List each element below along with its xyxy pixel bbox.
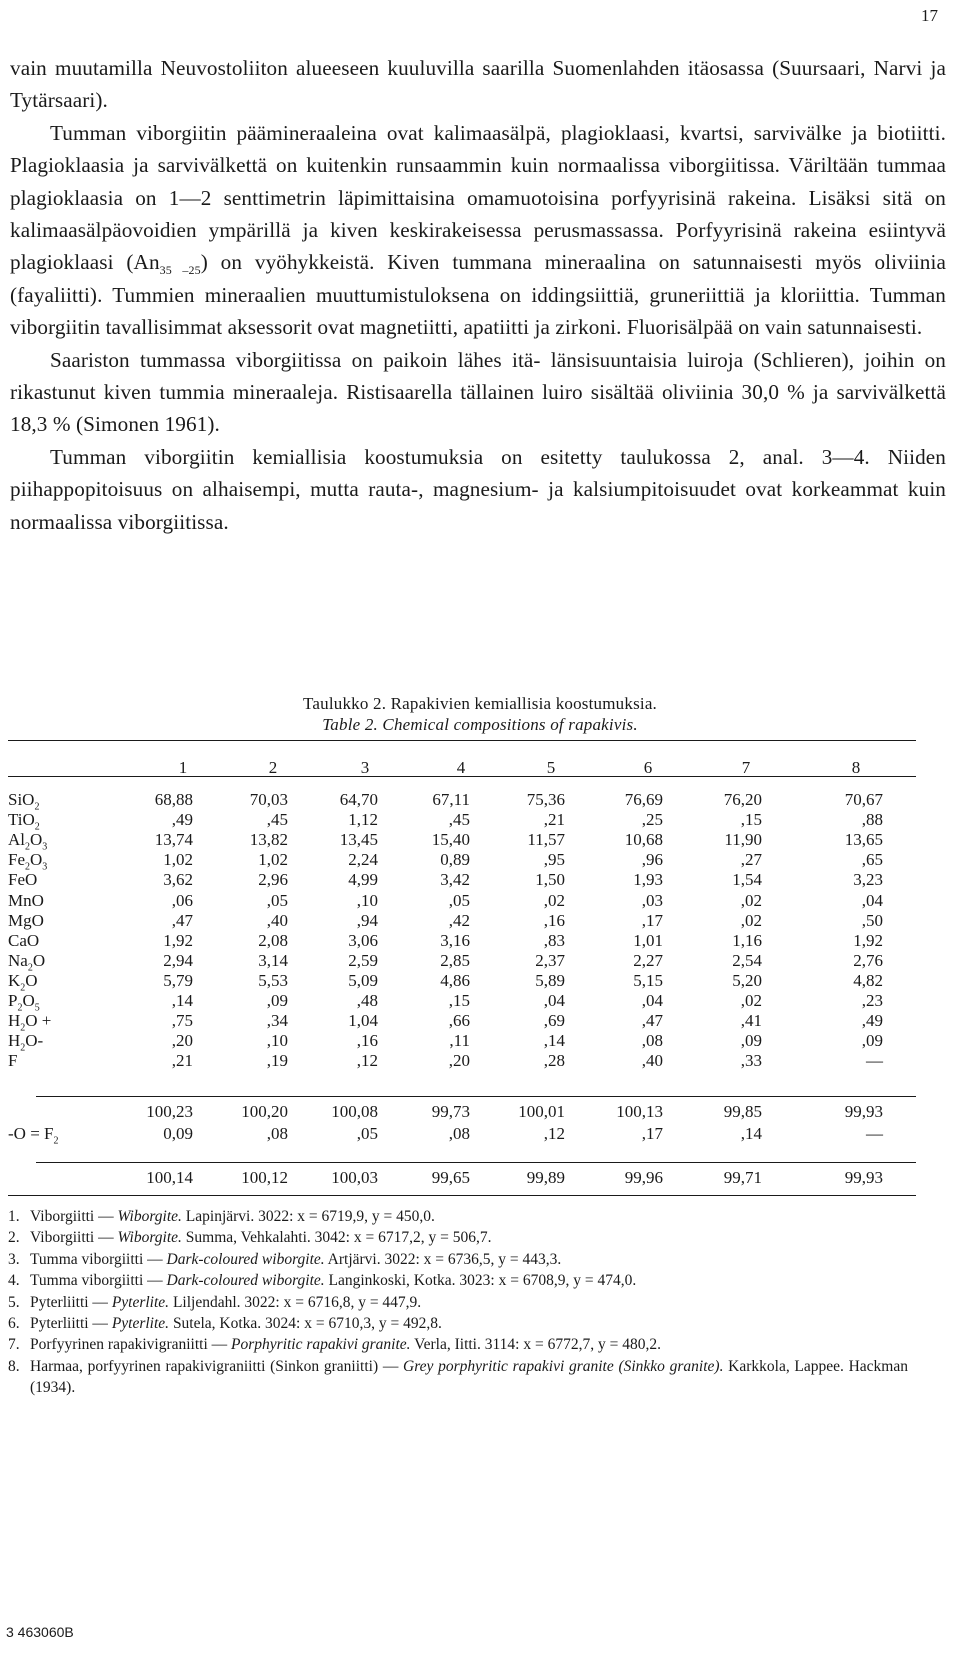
table-row (8, 790, 916, 813)
table-cell: ,02 (740, 890, 762, 910)
table-cell: ,04 (641, 991, 663, 1010)
paragraph-2-rest: ) on vyöhykkeistä. Kiven tummana mineraalina on satunnaisesti myös oliviinia (fayaliitti). Tummien mineraalien muuttumistuloksena on iddingsiittiä, gruneriittiä ja kloriittia. Tumman viborgiitin tavallisimmat aksessorit ovat magnetiitti, apatiitti ja zirkoni. Fluorisälpää on vain satunnaisesti. (10, 250, 946, 340)
table-cell: ,34 (266, 1011, 288, 1031)
note-finnish-name: Tumma viborgiitti — (30, 1250, 167, 1268)
table-cell: 2,59 (348, 950, 378, 970)
table-cell: ,47 (641, 1011, 663, 1031)
row-label-base: MgO (8, 910, 44, 930)
row-label-base: TiO (8, 810, 35, 830)
table-cell: 67,11 (432, 790, 470, 809)
table-cell: ,48 (356, 991, 378, 1010)
note-english-name: Pyterlite. (111, 1315, 170, 1333)
column-header: 4 (456, 758, 466, 777)
row-label (8, 1031, 44, 1054)
table-top-rule (8, 740, 916, 741)
column-header: 3 (360, 758, 370, 777)
table-row (8, 830, 916, 853)
table-cell: ,49 (861, 1011, 883, 1031)
row-label-suffix: O + (25, 1011, 52, 1031)
table-total-rule (36, 1162, 916, 1163)
column-header: 8 (851, 758, 861, 777)
table-cell: 76,20 (723, 790, 762, 809)
note-number: 6. (8, 1315, 20, 1333)
note-number: 5. (8, 1293, 20, 1311)
table-cell: ,47 (171, 910, 193, 930)
o-f-cell: ,08 (448, 1124, 470, 1143)
note-english-name: Pyterlite. (111, 1293, 170, 1311)
table-cell: 68,88 (154, 790, 193, 809)
table-cell: ,45 (266, 810, 288, 830)
table-cell: 2,94 (163, 950, 193, 970)
table-cell: ,20 (171, 1031, 193, 1051)
row-label-subscript: 2 (20, 1042, 26, 1054)
note-finnish-name: Viborgiitti — (30, 1229, 118, 1247)
row-label (8, 810, 40, 833)
row-label-suffix: O (32, 950, 46, 970)
table-cell: ,09 (861, 1031, 883, 1051)
table-cell: ,09 (266, 991, 288, 1010)
table-cell: ,95 (543, 850, 565, 870)
table-row (8, 810, 916, 833)
row-label-base: Fe (8, 850, 25, 870)
o-f-cell: ,12 (543, 1124, 565, 1143)
row-label (8, 1011, 52, 1034)
column-header: 2 (268, 758, 278, 777)
row-label-base: Al (8, 830, 25, 850)
table-cell: ,12 (356, 1051, 378, 1071)
row-label (8, 931, 39, 951)
table-cell: ,02 (543, 890, 565, 910)
table-cell: 5,79 (163, 970, 193, 990)
table-cell: ,17 (641, 910, 663, 930)
row-label (8, 891, 44, 911)
table-cell: ,45 (448, 810, 470, 830)
note-number: 1. (8, 1208, 20, 1225)
table-cell: 1,92 (853, 930, 883, 950)
note-number: 3. (8, 1250, 20, 1268)
table-cell: 0,89 (440, 850, 470, 870)
o-f-label-subscript: 2 (53, 1135, 59, 1147)
row-label-subscript: 2 (25, 841, 30, 853)
note-location: Sutela, Kotka. 3024: x = 6710,3, y = 492,8. (169, 1315, 442, 1333)
table-cell: 1,50 (535, 870, 565, 890)
table-cell: ,15 (740, 810, 762, 830)
note-english-name: Grey porphyritic rapakivi granite (Sinkko granite). (403, 1357, 724, 1375)
table-o-f-row (8, 1124, 916, 1147)
note-location: Lapinjärvi. 3022: x = 6719,9, y = 450,0. (181, 1208, 435, 1225)
table-cell: 3,14 (258, 950, 288, 970)
table-cell: ,40 (641, 1051, 663, 1071)
row-label-subscript: 3 (42, 841, 48, 853)
table-cell: 2,85 (440, 950, 470, 970)
anorthite-subscript: 35 –25 (159, 263, 201, 278)
table-cell: 1,01 (633, 930, 663, 950)
sum-cell: 99,73 (431, 1102, 470, 1121)
note-location: Verla, Iitti. 3114: x = 6772,7, y = 480,2. (410, 1336, 661, 1354)
table-caption-finnish: Taulukko 2. Rapakivien kemiallisia koostumuksia. (302, 694, 658, 713)
table-cell: 1,54 (732, 870, 762, 890)
table-cell: ,94 (356, 910, 378, 930)
row-label-base: SiO (8, 790, 35, 809)
sum-cell: 99,85 (723, 1102, 762, 1121)
table-cell: 5,09 (348, 970, 378, 990)
sum-cell: 99,93 (844, 1102, 883, 1121)
o-f-cell: ,14 (740, 1124, 762, 1143)
table-header-row (8, 758, 916, 778)
table-cell: 2,24 (348, 850, 378, 870)
row-label (8, 911, 44, 931)
table-note (8, 1206, 908, 1227)
total-cell: 99,96 (624, 1168, 663, 1187)
note-finnish-name: Tumma viborgiitti — (30, 1272, 167, 1290)
table-cell: 70,67 (844, 790, 883, 809)
table-cell: 13,82 (249, 830, 288, 850)
paragraph-3: Saariston tummassa viborgiitissa on paikoin lähes itä- länsisuuntaisia luiroja (Schlieren), joihin on rikastunut kiven tummia mineraaleja. Ristisaarella tällainen luiro sisältää oliviinia 30,0 % ja sarvivälkettä 18,3 % (Simonen 1961). (10, 347, 946, 437)
row-label-subscript: 2 (27, 962, 33, 974)
table-end-rule (8, 1195, 916, 1196)
table-row (8, 870, 916, 890)
table-cell: ,23 (861, 991, 883, 1010)
row-label-subscript: 2 (34, 821, 40, 833)
row-label-base: P (8, 991, 18, 1010)
table-cell: ,05 (448, 890, 470, 910)
total-cell: 99,93 (844, 1168, 883, 1187)
note-finnish-name: Harmaa, porfyyrinen rapakivigraniitti (Sinkon graniitti) — (30, 1357, 404, 1375)
note-finnish-name: Pyterliitti — (30, 1315, 112, 1333)
o-f-cell: ,17 (641, 1124, 663, 1143)
note-english-name: Dark-coloured wiborgite. (166, 1272, 325, 1290)
o-f-cell: 0,09 (163, 1124, 193, 1143)
row-label (8, 950, 46, 974)
table-cell: ,42 (448, 910, 470, 930)
table-row (8, 1031, 916, 1054)
table-cell: 1,16 (732, 930, 762, 950)
row-label-base: F (8, 1051, 18, 1071)
table-cell: ,04 (543, 991, 565, 1010)
table-note (8, 1356, 908, 1399)
row-label-suffix: O (30, 830, 43, 850)
table-cell: ,06 (171, 890, 193, 910)
note-number: 8. (8, 1357, 20, 1375)
column-header: 5 (546, 758, 556, 777)
table-cell: 3,42 (440, 870, 470, 890)
table-cell: 13,74 (154, 830, 193, 850)
note-number: 2. (8, 1229, 20, 1247)
table-notes (8, 1206, 908, 1399)
table-total-row (8, 1168, 916, 1188)
table-cell: ,41 (740, 1011, 762, 1031)
table-cell: 13,45 (339, 830, 378, 850)
table-cell: 2,76 (853, 950, 883, 970)
table-cell: 2,08 (258, 930, 288, 950)
paragraph-4: Tumman viborgiitin kemiallisia koostumuksia on esitetty taulukossa 2, anal. 3—4. Niiden piihappopitoisuus on alhaisempi, mutta rauta-, magnesium- ja kalsiumpitoisuudet ovat korkeammat kuin normaalissa viborgiitissa. (10, 444, 946, 534)
total-cell: 100,12 (241, 1168, 288, 1187)
table-cell: 1,04 (348, 1011, 378, 1031)
row-label-base: H (8, 1031, 21, 1051)
row-label-suffix: O- (25, 1031, 44, 1051)
note-finnish-name: Porfyyrinen rapakivigraniitti — (30, 1336, 232, 1354)
table-cell: 11,90 (724, 830, 762, 850)
table-cell: 1,02 (258, 850, 288, 870)
row-label-subscript: 3 (42, 861, 48, 873)
table-cell: 4,86 (440, 970, 470, 990)
table-cell: 3,16 (440, 930, 470, 950)
row-label-subscript: 5 (34, 1002, 40, 1014)
row-label (8, 970, 38, 994)
table-cell: ,08 (641, 1031, 663, 1051)
table-cell: 1,12 (348, 810, 378, 830)
table-row (8, 850, 916, 873)
table-cell: 5,53 (258, 970, 288, 990)
table-cell: ,16 (356, 1031, 378, 1051)
table-note (8, 1227, 908, 1248)
paragraph-2 (10, 117, 946, 344)
table-cell: 2,96 (258, 870, 288, 890)
table-cell: 3,23 (853, 870, 883, 890)
table-cell: 1,93 (633, 870, 663, 890)
note-english-name: Wiborgite. (117, 1229, 182, 1247)
o-f-cell: ,08 (266, 1124, 288, 1143)
note-english-name: Porphyritic rapakivi granite. (231, 1336, 411, 1354)
table-cell: ,02 (740, 910, 762, 930)
row-label (8, 991, 40, 1014)
table-cell: 5,20 (732, 970, 762, 990)
table-cell: ,20 (448, 1051, 470, 1071)
total-cell: 100,14 (146, 1168, 193, 1187)
table-cell: ,14 (171, 991, 193, 1010)
table-cell: ,04 (861, 890, 883, 910)
table-note (8, 1313, 908, 1334)
table-cell: 64,70 (339, 790, 378, 809)
table-cell: ,09 (740, 1031, 762, 1051)
row-label-subscript: 2 (20, 1022, 26, 1034)
table-row (8, 931, 916, 951)
note-finnish-name: Viborgiitti — (30, 1208, 118, 1225)
table-cell: 2,54 (732, 950, 762, 970)
note-english-name: Dark-coloured wiborgite. (166, 1250, 325, 1268)
note-location: Artjärvi. 3022: x = 6736,5, y = 443,3. (324, 1250, 562, 1268)
table-cell: ,21 (543, 810, 565, 830)
table-cell: 4,99 (348, 870, 378, 890)
table-cell: ,10 (266, 1031, 288, 1051)
table-note (8, 1292, 908, 1313)
table-cell: ,66 (448, 1011, 470, 1031)
table-cell: 2,27 (633, 950, 663, 970)
table-cell: ,83 (543, 930, 565, 950)
row-label-suffix: O (30, 850, 43, 870)
row-label-base: FeO (8, 870, 38, 890)
total-cell: 99,65 (431, 1168, 470, 1187)
total-cell: 99,71 (723, 1168, 762, 1187)
row-label (8, 1051, 17, 1071)
table-sum-row (8, 1102, 916, 1122)
table-sum-rule (36, 1096, 916, 1097)
table-cell: ,16 (543, 910, 565, 930)
table-cell: 1,02 (163, 850, 193, 870)
table-cell: ,40 (266, 910, 288, 930)
column-header: 6 (643, 758, 653, 777)
table-note (8, 1270, 908, 1291)
table-cell: ,28 (543, 1051, 565, 1071)
footer-code: 3 463060B (6, 1624, 74, 1640)
table-cell: ,75 (171, 1011, 193, 1031)
o-f-label-base: -O = F (8, 1124, 54, 1143)
table-cell: ,65 (861, 850, 883, 870)
note-location: Karkkola, Lappee. Hackman (1934). (30, 1357, 908, 1397)
row-label-subscript: 2 (34, 801, 40, 813)
row-label-subscript: 2 (20, 982, 26, 994)
table-row (8, 970, 916, 994)
table-row (8, 891, 916, 911)
table-cell: 2,37 (535, 950, 565, 970)
row-label-base: CaO (8, 930, 40, 950)
row-label (8, 850, 48, 873)
note-location: Langinkoski, Kotka. 3023: x = 6708,9, y = 474,0. (324, 1272, 637, 1290)
row-label-base: K (8, 970, 21, 990)
page-number: 17 (921, 6, 938, 25)
table-cell: ,03 (641, 890, 663, 910)
table-row (8, 950, 916, 974)
table-cell: 1,92 (163, 930, 193, 950)
sum-cell: 100,08 (331, 1102, 378, 1121)
table-cell: ,19 (266, 1051, 288, 1071)
table-cell: 4,82 (853, 970, 883, 990)
table-cell: 3,06 (348, 930, 378, 950)
table-cell: — (866, 1051, 883, 1071)
o-f-label (8, 1124, 59, 1147)
sum-cell: 100,23 (146, 1102, 193, 1121)
sum-cell: 100,01 (518, 1102, 565, 1121)
o-f-cell: — (866, 1124, 883, 1143)
table-note (8, 1249, 908, 1270)
table-note (8, 1334, 908, 1355)
total-cell: 100,03 (331, 1168, 378, 1187)
table-cell: ,33 (740, 1051, 762, 1071)
note-number: 7. (8, 1336, 20, 1354)
table-row (8, 991, 916, 1014)
row-label-base: MnO (8, 890, 44, 910)
sum-cell: 100,20 (241, 1102, 288, 1121)
table-cell: ,25 (641, 810, 663, 830)
table-cell: ,96 (641, 850, 663, 870)
table-cell: 76,69 (624, 790, 663, 809)
note-english-name: Wiborgite. (117, 1208, 182, 1225)
table-cell: ,14 (543, 1031, 565, 1051)
table-caption-english: Table 2. Chemical compositions of rapakivis. (322, 715, 638, 734)
row-label-subscript: 2 (17, 1002, 23, 1014)
table-cell: ,49 (171, 810, 193, 830)
sum-cell: 100,13 (616, 1102, 663, 1121)
table-cell: 3,62 (163, 870, 193, 890)
note-location: Liljendahl. 3022: x = 6716,8, y = 447,9. (169, 1293, 422, 1311)
table-cell: 15,40 (431, 830, 470, 850)
total-cell: 99,89 (526, 1168, 565, 1187)
note-finnish-name: Pyterliitti — (30, 1293, 112, 1311)
row-label (8, 830, 48, 853)
body-text (10, 52, 946, 538)
table-cell: 70,03 (249, 790, 288, 809)
note-location: Summa, Vehkalahti. 3042: x = 6717,2, y = 506,7. (181, 1229, 492, 1247)
note-number: 4. (8, 1272, 20, 1290)
row-label-base: Na (8, 950, 28, 970)
table-cell: ,11 (449, 1031, 470, 1051)
table-cell: ,10 (356, 890, 378, 910)
table-row (8, 1051, 916, 1071)
row-label (8, 790, 40, 813)
table-cell: 75,36 (526, 790, 565, 809)
row-label-suffix: O (25, 970, 38, 990)
table-cell: ,15 (448, 991, 470, 1010)
table-cell: ,02 (740, 991, 762, 1010)
table-row (8, 911, 916, 931)
table-cell: ,05 (266, 890, 288, 910)
paragraph-2-start: Tumman viborgiitin päämineraaleina ovat kalimaasälpä, plagioklaasi, kvartsi, sarvivälke ja biotiitti. Plagioklaasia ja sarvivälkettä on kuitenkin runsaammin kuin normaalissa viborgiitissa. Väriltään tummaa plagioklaasia on 1—2 senttimetrin läpimittaisina omamuotoisina porfyyrisinä rakeina. Lisäksi sitä on kalimaasälpäovoidien ympärillä ja kiven keskirakeisessa perusmassassa. Porfyyrisinä rakeina esiintyvä plagioklaasi (An (10, 120, 946, 275)
table-cell: ,50 (861, 910, 883, 930)
row-label (8, 870, 37, 890)
column-header: 7 (741, 758, 751, 777)
row-label-suffix: O (22, 991, 35, 1010)
table-row (8, 1011, 916, 1034)
table-cell: ,69 (543, 1011, 565, 1031)
row-label-subscript: 2 (25, 861, 30, 873)
table-cell: 10,68 (624, 830, 663, 850)
table-cell: 13,65 (844, 830, 883, 850)
table-cell: ,27 (740, 850, 762, 870)
table-cell: ,88 (861, 810, 883, 830)
table-cell: ,21 (171, 1051, 193, 1071)
column-header: 1 (178, 758, 188, 777)
table-cell: 5,15 (633, 970, 663, 990)
paragraph-1: vain muutamilla Neuvostoliiton alueeseen kuuluvilla saarilla Suomenlahden itäosassa (Suursaari, Narvi ja Tytärsaari). (10, 56, 946, 113)
o-f-cell: ,05 (356, 1124, 378, 1143)
row-label-base: H (8, 1011, 21, 1031)
table-cell: 11,57 (527, 830, 565, 850)
table-cell: 5,89 (535, 970, 565, 990)
